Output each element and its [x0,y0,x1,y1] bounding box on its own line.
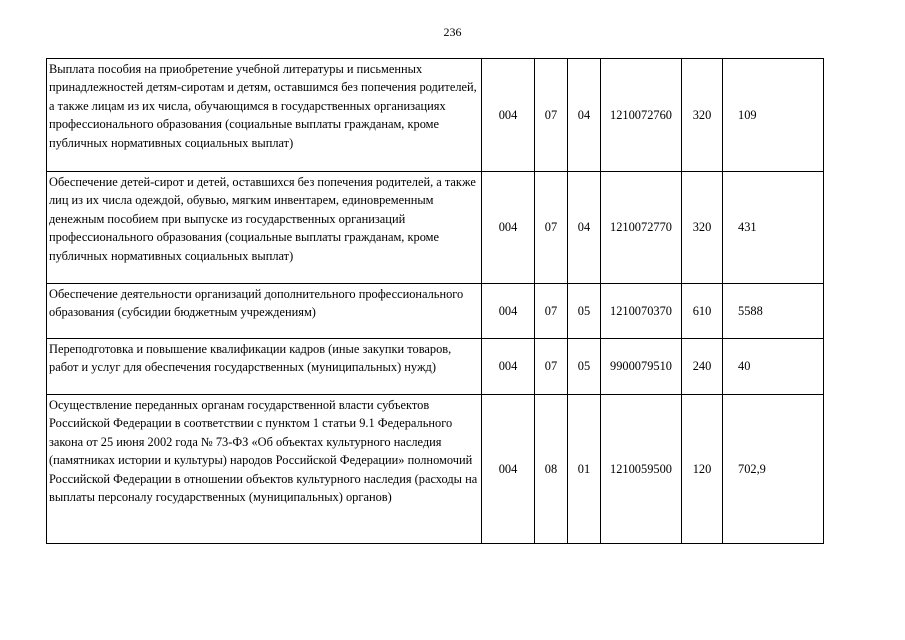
target-article-code: 1210072760 [601,59,682,172]
section-code: 07 [535,339,568,395]
amount: 40 [723,339,824,395]
amount: 431 [723,172,824,284]
section-code: 07 [535,172,568,284]
subsection-code: 04 [568,172,601,284]
row-description: Переподготовка и повышение квалификации кадров (иные закупки товаров, работ и услуг для обеспечения государственных (муниципальных) нужд) [47,339,482,395]
subsection-code: 05 [568,284,601,339]
subsection-code: 05 [568,339,601,395]
subsection-code: 01 [568,395,601,544]
table-row [47,395,824,544]
expense-type-code: 120 [682,395,723,544]
row-description: Обеспечение детей-сирот и детей, оставшихся без попечения родителей, а также лиц из их числа одеждой, обувью, мягким инвентарем, единовременным денежным пособием при выпуске из государственных организаций профессионального образования (социальные выплаты гражданам, кроме публичных нормативных социальных выплат) [47,172,482,284]
row-description: Выплата пособия на приобретение учебной литературы и письменных принадлежностей детям-сиротам и детям, оставшимся без попечения родителей, а также лицам из их числа, обучающимся в государственных организациях профессионального образования (социальные выплаты гражданам, кроме публичных нормативных социальных выплат) [47,59,482,172]
amount: 702,9 [723,395,824,544]
budget-table [46,58,824,544]
row-description: Осуществление переданных органам государственной власти субъектов Российской Федерации в соответствии с пунктом 1 статьи 9.1 Федерального закона от 25 июня 2002 года № 73-ФЗ «Об объектах культурного наследия (памятниках истории и культуры) народов Российской Федерации» полномочий Российской Федерации в отношении объектов культурного наследия (расходы на выплаты персоналу государственных (муниципальных) органов) [47,395,482,544]
ministry-code: 004 [482,172,535,284]
target-article-code: 1210059500 [601,395,682,544]
page-number: 236 [443,25,462,39]
target-article-code: 1210072770 [601,172,682,284]
section-code: 07 [535,284,568,339]
expense-type-code: 610 [682,284,723,339]
table-row [47,59,824,172]
ministry-code: 004 [482,339,535,395]
table-row [47,339,824,395]
ministry-code: 004 [482,284,535,339]
target-article-code: 1210070370 [601,284,682,339]
row-description: Обеспечение деятельности организаций дополнительного профессионального образования (субсидии бюджетным учреждениям) [47,284,482,339]
expense-type-code: 240 [682,339,723,395]
table-row [47,284,824,339]
target-article-code: 9900079510 [601,339,682,395]
expense-type-code: 320 [682,59,723,172]
amount: 5588 [723,284,824,339]
expense-type-code: 320 [682,172,723,284]
budget-table-body [47,59,824,544]
section-code: 07 [535,59,568,172]
subsection-code: 04 [568,59,601,172]
table-row [47,172,824,284]
amount: 109 [723,59,824,172]
section-code: 08 [535,395,568,544]
ministry-code: 004 [482,59,535,172]
ministry-code: 004 [482,395,535,544]
